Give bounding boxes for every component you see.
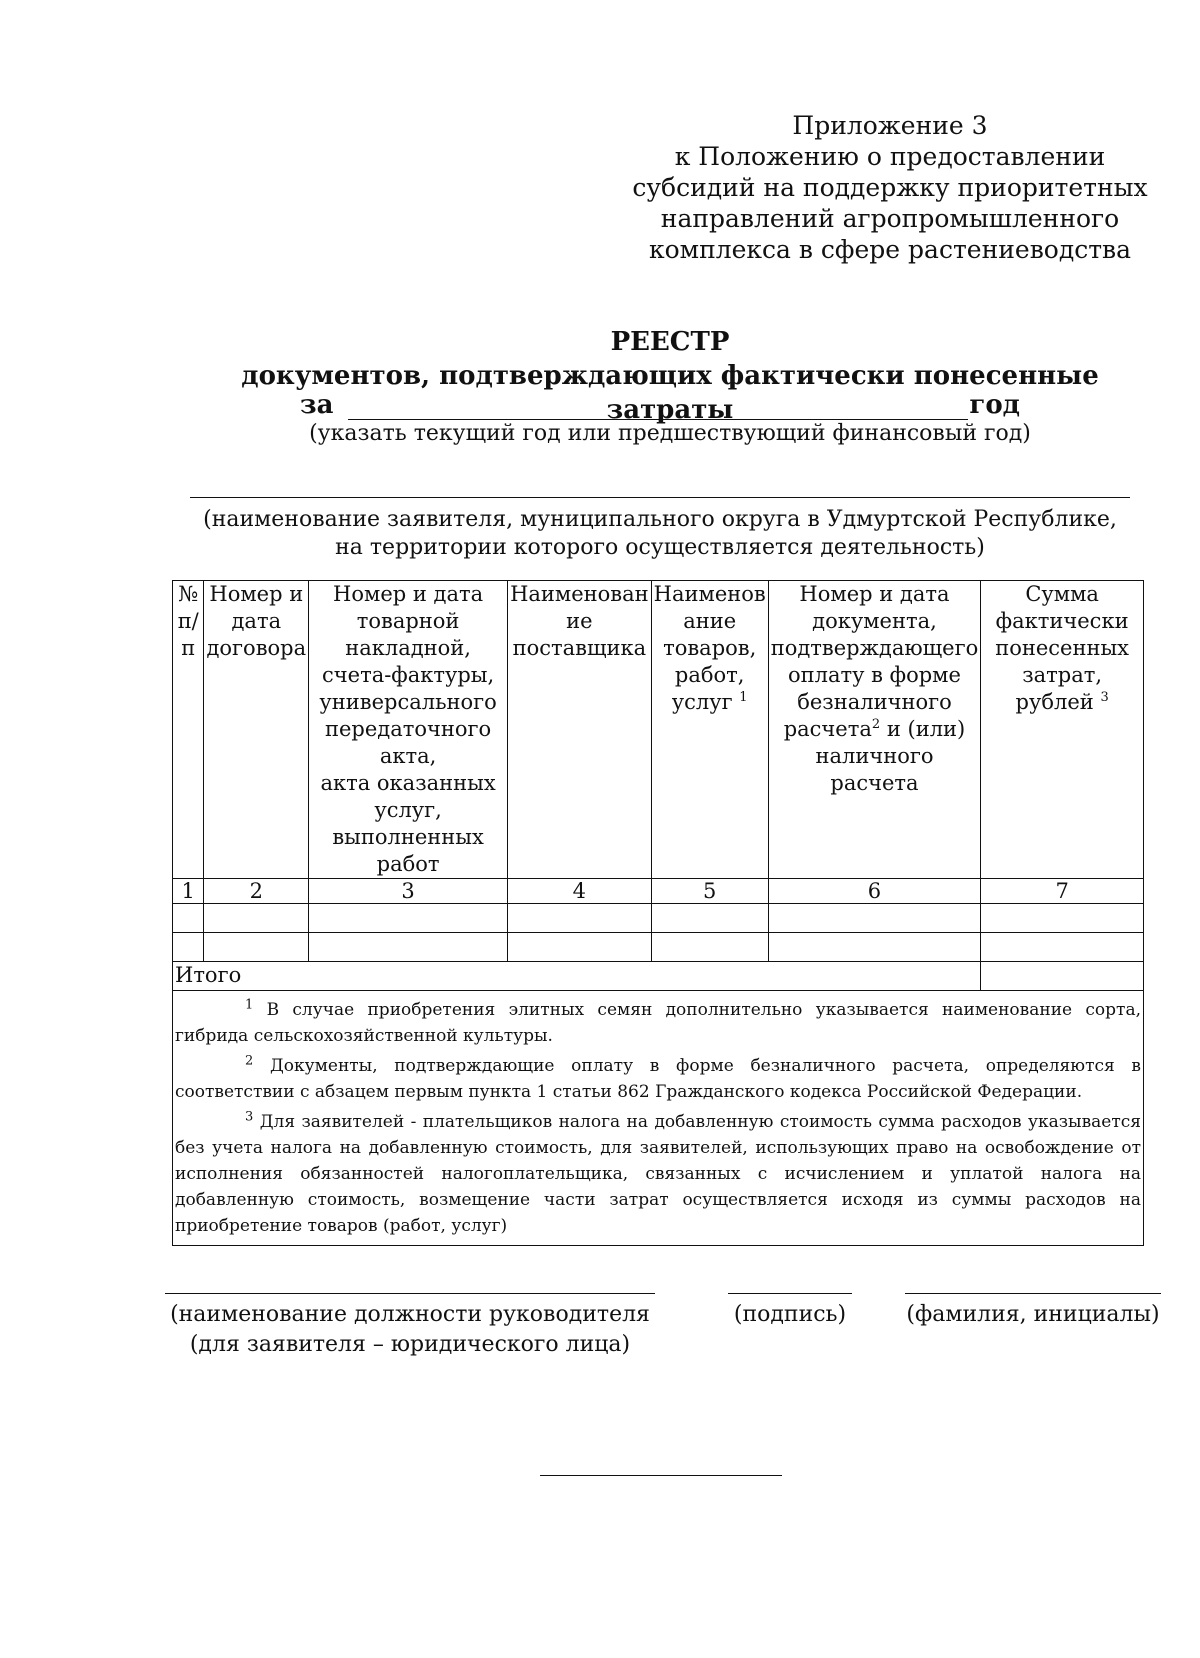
table-row [173, 904, 1144, 933]
header-cell-payment-doc: Номер и дата документа, подтверждающего оплату в форме безналичного расчета$^2$ и (или) наличного расчета [768, 581, 981, 879]
footnote-ref: 2 [871, 717, 881, 732]
header-cell-supplier: Наименован ие поставщика [508, 581, 652, 879]
bottom-rule [540, 1475, 782, 1476]
title-main: РЕЕСТР [610, 327, 730, 357]
table-cell[interactable] [768, 904, 981, 933]
year-note: (указать текущий год или предшествующий финансовый год) [309, 421, 1031, 446]
signature-label: (подпись) [733, 1302, 847, 1327]
column-number: 7 [981, 879, 1144, 904]
name-label: (фамилия, инициалы) [906, 1302, 1160, 1327]
header-cell-invoice: Номер и дата товарной накладной, счета-фактуры, универсального передаточного акта, акта оказанных услуг, выполненных работ [309, 581, 508, 879]
table-cell[interactable] [508, 904, 652, 933]
table-cell[interactable] [981, 933, 1144, 962]
footnote-1: $^1$ В случае приобретения элитных семян дополнительно указывается наименование сорта, гибрида сельскохозяйственной культуры. [175, 997, 1141, 1046]
applicant-note [190, 506, 1130, 562]
column-number: 4 [508, 879, 652, 904]
table-cell[interactable] [173, 904, 204, 933]
column-number: 6 [768, 879, 981, 904]
table-cell[interactable] [768, 933, 981, 962]
table-cell[interactable] [309, 933, 508, 962]
year-prefix: за [300, 390, 334, 420]
table-row [173, 933, 1144, 962]
year-line [300, 390, 1020, 424]
table-cell[interactable] [508, 933, 652, 962]
appendix-line: направлений агропромышленного [660, 204, 1120, 233]
signature-blank-field[interactable] [728, 1293, 852, 1294]
appendix-line: комплекса в сфере растениеводства [648, 235, 1132, 264]
column-number: 3 [309, 879, 508, 904]
position-blank-field[interactable] [165, 1293, 655, 1294]
total-value-cell[interactable] [981, 962, 1144, 991]
total-label: Итого [173, 962, 981, 991]
column-number: 1 [173, 879, 204, 904]
header-cell-number: № п/п [173, 581, 204, 879]
name-blank-field[interactable] [905, 1293, 1161, 1294]
footnote-ref: 3 [1100, 690, 1109, 705]
table-cell[interactable] [204, 933, 309, 962]
signature-sign-block [728, 1293, 852, 1330]
footnote-ref: 1 [739, 690, 748, 705]
header-cell-goods: Наименов ание товаров, работ, услуг $^1$ [651, 581, 768, 879]
column-number: 5 [651, 879, 768, 904]
appendix-line: Приложение 3 [792, 111, 988, 140]
column-number: 2 [204, 879, 309, 904]
table-header-row [173, 581, 1144, 879]
appendix-line: субсидий на поддержку приоритетных [632, 173, 1148, 202]
registry-table [172, 580, 1144, 1246]
column-number-row [173, 879, 1144, 904]
table-cell[interactable] [981, 904, 1144, 933]
year-suffix: год [969, 390, 1020, 420]
header-cell-sum: Сумма фактически понесенных затрат, рублей $^3$ [981, 581, 1144, 879]
footnotes [173, 991, 1144, 1246]
position-label: (наименование должности руководителя (для заявителя – юридического лица) [170, 1302, 650, 1357]
table-cell[interactable] [651, 933, 768, 962]
table-cell[interactable] [173, 933, 204, 962]
table-cell[interactable] [651, 904, 768, 933]
appendix-header [600, 110, 1180, 265]
footnote-3: $^3$ Для заявителей - плательщиков налога на добавленную стоимость сумма расходов указывается без учета налога на добавленную стоимость, для заявителей, использующих право на освобождение от исполнения обязанностей налогоплательщика, связанных с исчислением и уплатой налога на добавленную стоимость, возмещение части затрат осуществляется исходя из суммы расходов на приобретение товаров (работ, услуг) [175, 1109, 1141, 1236]
table-cell[interactable] [204, 904, 309, 933]
title-sub: документов, подтверждающих фактически понесенные затраты [241, 361, 1099, 425]
footnotes-row [173, 991, 1144, 1246]
header-cell-contract: Номер и дата договора [204, 581, 309, 879]
appendix-line: к Положению о предоставлении [674, 142, 1106, 171]
signature-position-block [165, 1293, 655, 1360]
table-cell[interactable] [309, 904, 508, 933]
signature-name-block [905, 1293, 1161, 1330]
applicant-blank-field[interactable] [190, 497, 1130, 498]
applicant-note-line: (наименование заявителя, муниципального округа в Удмуртской Республике, [203, 507, 1117, 532]
applicant-note-line: на территории которого осуществляется деятельность) [335, 535, 985, 560]
footnote-2: $^2$ Документы, подтверждающие оплату в форме безналичного расчета, определяются в соответствии с абзацем первым пункта 1 статьи 862 Гражданского кодекса Российской Федерации. [175, 1053, 1141, 1102]
total-row [173, 962, 1144, 991]
